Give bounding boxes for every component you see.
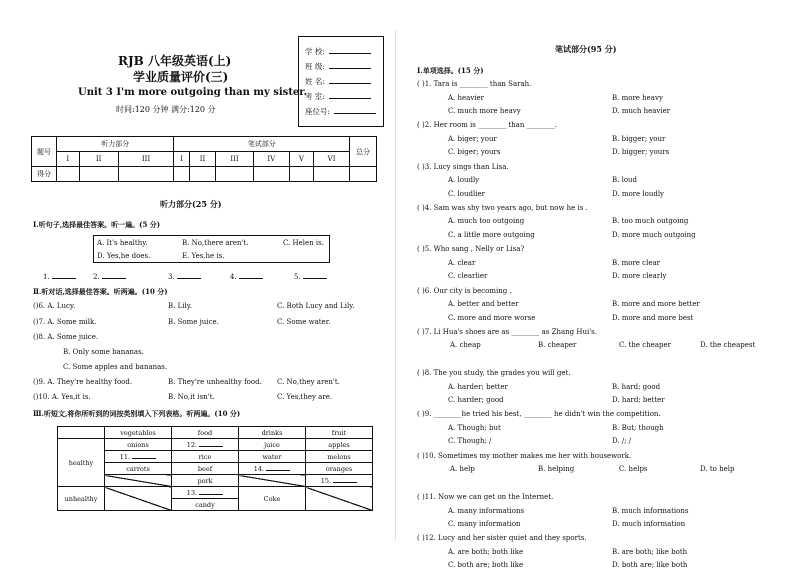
sec1-title: Ⅰ.听句子,选择最佳答案。听一遍。(5 分)	[33, 220, 161, 229]
score-cell[interactable]	[289, 167, 314, 182]
score-cell[interactable]	[118, 167, 174, 182]
answer-blank-1[interactable]: 1.	[43, 272, 76, 281]
option-b[interactable]: B. cheaper	[538, 341, 577, 350]
question-text: )12. Lucy and her sister quiet and they sports.	[421, 534, 587, 543]
answer-blank-2[interactable]: 2.	[93, 272, 126, 281]
listen-col: I	[57, 152, 80, 167]
option-a[interactable]: A. better and better	[448, 300, 519, 308]
option-c[interactable]: C. biger; yours	[448, 148, 501, 157]
option-a[interactable]: A. are both; both like	[448, 547, 524, 556]
option-b[interactable]: B. helping	[538, 465, 575, 474]
exam-title-line1: RJB 八年级英语(上)	[118, 54, 232, 68]
option-b[interactable]: B. loud	[612, 176, 638, 185]
option-a[interactable]: A. clear	[448, 258, 476, 267]
option-b[interactable]: B. But; though	[612, 423, 664, 432]
empty-cell	[306, 487, 373, 511]
option-d[interactable]: D. much information	[612, 520, 686, 528]
question-6: ( )6. Our city is becoming .	[417, 286, 512, 295]
vocab-table	[57, 426, 373, 511]
option-d[interactable]: D. hard; better	[612, 396, 665, 405]
col-label: 题号	[32, 137, 57, 167]
write-col: VI	[314, 152, 350, 167]
healthy-label: healthy	[58, 439, 105, 487]
option-c[interactable]: C. loudlier	[448, 189, 485, 198]
option-d[interactable]: D. bigger; yours	[612, 148, 670, 157]
option-a[interactable]: A. help	[450, 465, 475, 474]
listen-col: III	[118, 152, 174, 167]
question-7: ( )7. Li Hua's shoes are as ________ as Zhang Hui's.	[417, 327, 597, 336]
option-d[interactable]: D. the cheapest	[700, 341, 756, 350]
question-text: )1. Tara is ________ than Sarah.	[421, 80, 532, 88]
sec2-title: Ⅱ.听对话,选择最佳答案。听两遍。(10 分)	[33, 287, 168, 296]
question-text: )3. Lucy sings than Lisa.	[421, 162, 509, 171]
option-d[interactable]: D. more loudly	[612, 189, 665, 198]
question-7: ()7. A. Some milk.	[33, 318, 97, 326]
info-school: 学 校:	[305, 46, 371, 57]
score-table	[31, 136, 377, 182]
write-col: II	[189, 152, 215, 167]
vocab-cell: melons	[306, 451, 373, 463]
option-a[interactable]: A. Though; but	[448, 423, 501, 432]
option-b: B. Some juice.	[168, 318, 219, 326]
answer-blank-4[interactable]: 4.	[230, 272, 263, 281]
info-seat: 座位号:	[305, 106, 376, 117]
info-room: 考 室:	[305, 91, 371, 102]
question-text: )8. The you study, the grades you will get.	[421, 369, 571, 378]
option-c: C. No,they aren't.	[277, 378, 340, 386]
vocab-cell: oranges	[306, 463, 373, 475]
sec1-option: C. Helen is.	[283, 239, 324, 247]
option-b: B. They're unhealthy food.	[168, 378, 262, 386]
write-col: V	[289, 152, 314, 167]
question-text: )11. Now we can get on the Internet.	[421, 493, 554, 501]
option-b[interactable]: B. more clear	[612, 258, 660, 267]
option-b[interactable]: B. are both; like both	[612, 547, 688, 556]
score-cell[interactable]	[350, 167, 377, 182]
option-c[interactable]: C. much more heavy	[448, 107, 521, 115]
score-cell[interactable]	[57, 167, 80, 182]
question-12: ( )12. Lucy and her sister quiet and they sports.	[417, 534, 587, 543]
vocab-blank[interactable]: 12.	[172, 439, 239, 451]
option-d[interactable]: D. more and more best	[612, 313, 694, 322]
option-c[interactable]: C. many information	[448, 520, 521, 528]
question-4: ( )4. Sam was shy two years ago, but now he is .	[417, 203, 588, 212]
option-d[interactable]: D. much heavier	[612, 107, 671, 115]
option-b[interactable]: B. too much outgoing	[612, 217, 689, 226]
option-b[interactable]: B. bigger; your	[612, 134, 666, 143]
vocab-cell: rice	[172, 451, 239, 463]
question-9: ( )9. ________he tried his best, ________ he didn't win the competition.	[417, 410, 661, 419]
vocab-blank[interactable]: 11.	[105, 451, 172, 463]
sec1-option: D. Yes,he does.	[97, 252, 151, 260]
unhealthy-label: unhealthy	[58, 487, 105, 511]
info-name: 姓 名:	[305, 76, 371, 87]
question-text: )9. ________he tried his best, ________ he didn't win the competition.	[421, 410, 661, 419]
vocab-blank[interactable]: 14.	[239, 463, 306, 475]
vocab-cell: juice	[239, 439, 306, 451]
empty-cell	[239, 475, 306, 487]
vocab-header: food	[172, 427, 239, 439]
question-8: ( )8. The you study, the grades you will get.	[417, 369, 571, 378]
option-d[interactable]: D. to help	[700, 465, 735, 474]
question-6: ()6. A. Lucy.	[33, 302, 76, 310]
empty-cell	[105, 487, 172, 511]
score-row-label: 得分	[32, 167, 57, 182]
option-c[interactable]: C. a little more outgoing	[448, 230, 535, 239]
question-text: )6. Our city is becoming .	[421, 286, 512, 295]
vocab-header: drinks	[239, 427, 306, 439]
question-8: ()8. A. Some juice.	[33, 333, 99, 341]
vocab-header: vegetables	[105, 427, 172, 439]
score-cell[interactable]	[253, 167, 289, 182]
option-a[interactable]: A. biger; your	[448, 134, 497, 143]
answer-blank-3[interactable]: 3.	[168, 272, 201, 281]
option-c[interactable]: C. Though; /	[448, 437, 492, 446]
option-b: B. No,it isn't.	[168, 393, 215, 401]
answer-blank-5[interactable]: 5.	[294, 272, 327, 281]
option-c: C. Yes,they are.	[277, 393, 333, 401]
exam-title-line2: 学业质量评价(三)	[133, 70, 229, 84]
question-1: ( )1. Tara is ________ than Sarah.	[417, 80, 532, 88]
sec1-option: B. No,there aren't.	[182, 239, 249, 247]
option-c[interactable]: C. the cheaper	[619, 341, 671, 350]
option-b[interactable]: B. more heavy	[612, 93, 663, 102]
option-b[interactable]: B. more and more better	[612, 300, 700, 308]
vocab-cell: apples	[306, 439, 373, 451]
write-col: IV	[253, 152, 289, 167]
option-c[interactable]: C. harder; good	[448, 396, 504, 405]
option-d[interactable]: D. more clearly	[612, 272, 667, 281]
option-a[interactable]: A. loudly	[448, 176, 480, 185]
question-11: ( )11. Now we can get on the Internet.	[417, 493, 554, 501]
question-text: )10. Sometimes my mother makes me her with housework.	[421, 451, 632, 460]
option-c: C. Some water.	[277, 318, 331, 326]
option-a[interactable]: A. harder; better	[448, 382, 508, 391]
question-2: ( )2. Her room is ________ than ________.	[417, 121, 557, 130]
option-b[interactable]: B. much informations	[612, 506, 689, 515]
listen-group: 听力部分	[57, 137, 174, 152]
question-10: ( )10. Sometimes my mother makes me her with housework.	[417, 451, 632, 460]
page-divider	[395, 30, 396, 540]
question-text: )4. Sam was shy two years ago, but now he is .	[421, 203, 588, 212]
option-c[interactable]: C. helps	[619, 465, 648, 474]
score-cell[interactable]	[174, 167, 189, 182]
question-5: ( )5. Who sang , Nelly or Lisa?	[417, 245, 525, 254]
option-a[interactable]: A. many informations	[448, 506, 525, 515]
vocab-cell: beef	[172, 463, 239, 475]
empty-cell	[105, 475, 172, 487]
info-class: 班 级:	[305, 61, 371, 72]
option-c: C. Some apples and bananas.	[63, 363, 168, 371]
question-text: )2. Her room is ________ than ________.	[421, 121, 557, 130]
time-score-line: 时间:120 分钟 满分:120 分	[116, 105, 216, 114]
option-c: C. Both Lucy and Lily.	[277, 302, 355, 310]
option-a[interactable]: A. heavier	[448, 93, 485, 102]
option-d[interactable]: D. more much outgoing	[612, 230, 696, 239]
option-b: B. Lily.	[168, 302, 192, 310]
vocab-cell: candy	[172, 499, 239, 511]
option-b: B. Only some bananas.	[63, 348, 144, 356]
vocab-cell: water	[239, 451, 306, 463]
vocab-cell: onions	[105, 439, 172, 451]
listening-header: 听力部分(25 分)	[160, 199, 222, 209]
option-b[interactable]: B. hard; good	[612, 382, 661, 391]
student-info-box	[298, 36, 384, 127]
question-text: )7. Li Hua's shoes are as ________ as Zhang Hui's.	[421, 327, 597, 336]
listen-col: II	[79, 152, 118, 167]
score-cell[interactable]	[216, 167, 254, 182]
vocab-cell: Coke	[239, 487, 306, 511]
sec1-option: E. Yes,he is.	[182, 252, 225, 260]
written-header: 笔试部分(95 分)	[555, 44, 617, 54]
write-col: I	[174, 152, 189, 167]
score-cell[interactable]	[189, 167, 215, 182]
right-sec-title: Ⅰ.单项选择。(15 分)	[417, 66, 484, 75]
score-cell[interactable]	[79, 167, 118, 182]
option-d[interactable]: D. /; /	[612, 437, 632, 446]
vocab-cell: carrots	[105, 463, 172, 475]
total-label: 总分	[350, 137, 377, 167]
question-text: )5. Who sang , Nelly or Lisa?	[421, 245, 525, 254]
sec3-title: Ⅲ.听短文,将你所听到的词按类别填入下列表格。听两遍。(10 分)	[33, 409, 241, 418]
score-cell[interactable]	[314, 167, 350, 182]
option-d[interactable]: D. both are; like both	[612, 561, 688, 569]
option-a[interactable]: A. much too outgoing	[448, 217, 525, 226]
option-c[interactable]: C. clearlier	[448, 272, 488, 281]
write-group: 笔试部分	[174, 137, 350, 152]
question-10: ()10. A. Yes,it is.	[33, 393, 91, 401]
vocab-cell: pork	[172, 475, 239, 487]
vocab-header: fruit	[306, 427, 373, 439]
sec1-option: A. It's healthy.	[97, 239, 148, 247]
question-3: ( )3. Lucy sings than Lisa.	[417, 162, 509, 171]
write-col: III	[216, 152, 254, 167]
vocab-blank[interactable]: 13.	[172, 487, 239, 499]
vocab-corner	[58, 427, 105, 439]
option-c[interactable]: C. more and more worse	[448, 313, 536, 322]
option-a[interactable]: A. cheap	[450, 341, 481, 350]
unit-title: Unit 3 I'm more outgoing than my sister.	[78, 87, 308, 98]
vocab-blank[interactable]: 15.	[306, 475, 373, 487]
option-c[interactable]: C. both are; both like	[448, 561, 524, 569]
question-9: ()9. A. They're healthy food.	[33, 378, 133, 386]
sec1-options-box	[93, 235, 330, 263]
